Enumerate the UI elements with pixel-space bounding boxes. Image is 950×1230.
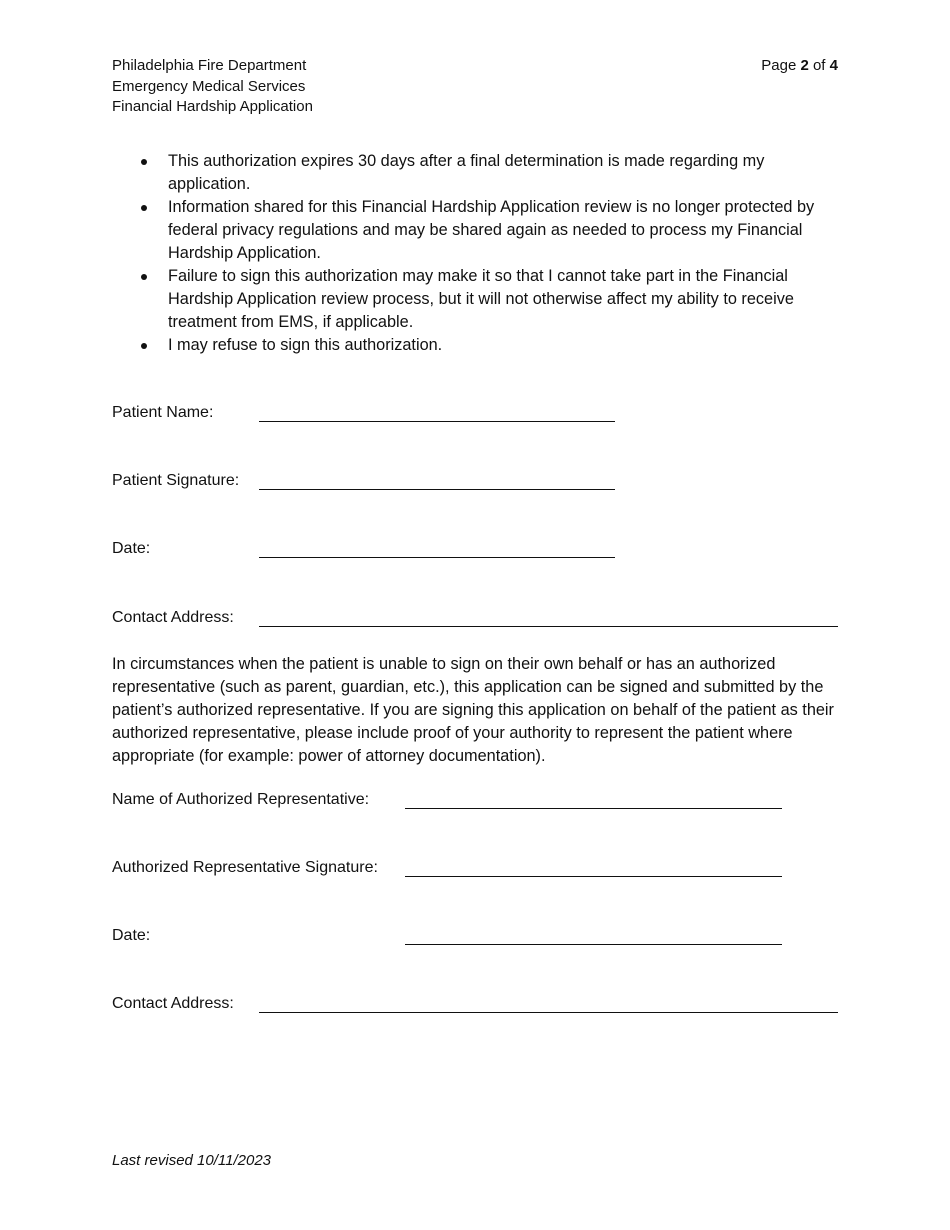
- header-form-title: Financial Hardship Application: [112, 98, 313, 115]
- list-item: I may refuse to sign this authorization.: [112, 334, 838, 357]
- representative-signature-label: Authorized Representative Signature:: [112, 859, 378, 876]
- patient-name-label: Patient Name:: [112, 404, 214, 421]
- header-org-name: Philadelphia Fire Department: [112, 57, 307, 74]
- bullet-icon: [141, 274, 147, 280]
- patient-address-label: Contact Address:: [112, 609, 234, 626]
- page-total: 4: [829, 57, 838, 74]
- page-current: 2: [800, 57, 809, 74]
- page-number: [761, 56, 838, 77]
- list-item: Information shared for this Financial Hardship Application review is no longer protected by federal privacy regulations and may be shared again as needed to process my Financial Hardship Application.: [112, 196, 838, 265]
- representative-instructions: In circumstances when the patient is unable to sign on their own behalf or has an authorized representative (such as parent, guardian, etc.), this application can be signed and submitted by the patient’s authorized representative. If you are signing this application on behalf of the patient as their authorized representative, please include proof of your authority to represent the patient where appropriate (for example: power of attorney documentation).: [112, 655, 834, 765]
- patient-name-field[interactable]: [259, 421, 615, 422]
- representative-address-label: Contact Address:: [112, 995, 234, 1012]
- bullet-icon: [141, 205, 147, 211]
- page-of: of: [808, 57, 830, 74]
- revision-date: Last revised 10/11/2023: [112, 1152, 272, 1169]
- representative-date-field[interactable]: [405, 944, 782, 945]
- document-header: [112, 56, 313, 118]
- list-item: This authorization expires 30 days after a final determination is made regarding my application.: [112, 150, 838, 196]
- representative-date-label: Date:: [112, 927, 151, 944]
- representative-address-field[interactable]: [259, 1012, 838, 1013]
- list-item: Failure to sign this authorization may make it so that I cannot take part in the Financial Hardship Application review process, but it will not otherwise affect my ability to receive treatment from EMS, if applicable.: [112, 265, 838, 334]
- page-prefix: Page: [761, 57, 801, 74]
- patient-address-field[interactable]: [259, 626, 838, 627]
- bullet-icon: [141, 159, 147, 165]
- header-division: Emergency Medical Services: [112, 77, 306, 95]
- representative-signature-field[interactable]: [405, 876, 782, 877]
- authorization-terms-list: [112, 150, 838, 357]
- representative-name-field[interactable]: [405, 808, 782, 809]
- bullet-icon: [141, 343, 147, 349]
- patient-signature-label: Patient Signature:: [112, 472, 240, 489]
- patient-date-label: Date:: [112, 540, 151, 557]
- patient-signature-field[interactable]: [259, 489, 615, 490]
- representative-name-label: Name of Authorized Representative:: [112, 791, 370, 808]
- patient-date-field[interactable]: [259, 557, 615, 558]
